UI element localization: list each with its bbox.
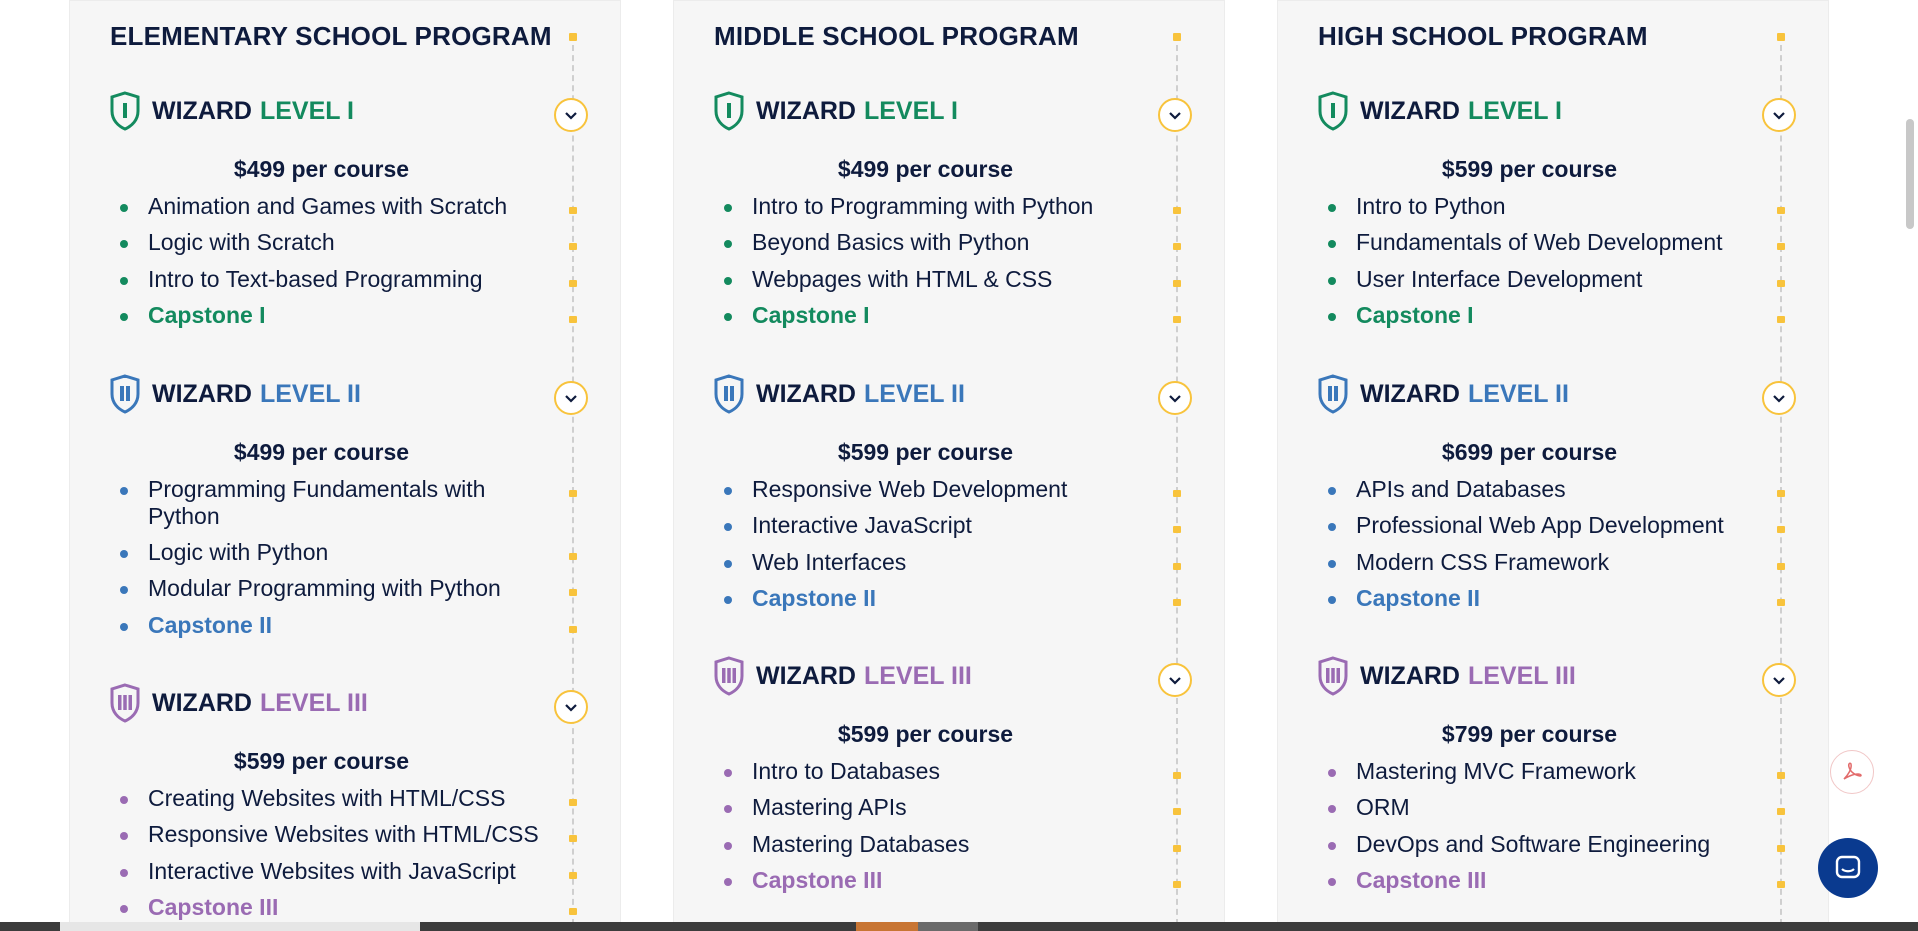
shield-level-2-icon — [1318, 374, 1348, 414]
level-header — [1318, 656, 1576, 696]
bullet — [120, 240, 128, 248]
taskbar-segment — [60, 922, 420, 931]
price-label: $699 per course — [1441, 439, 1618, 465]
expand-toggle-button[interactable] — [1158, 98, 1192, 132]
pdf-icon — [1840, 760, 1864, 784]
taskbar-segment — [918, 922, 978, 931]
scrollbar-thumb[interactable] — [1906, 119, 1914, 229]
price-label: $599 per course — [1441, 156, 1618, 182]
level-tier: LEVEL II — [863, 379, 965, 408]
price-label: $499 per course — [233, 439, 410, 465]
shield-level-3-icon — [1318, 656, 1348, 696]
timeline-tick — [569, 553, 577, 560]
timeline-tick — [1173, 808, 1181, 815]
bullet — [1328, 204, 1336, 212]
bullet — [120, 550, 128, 558]
bullet — [1328, 842, 1336, 850]
bullet — [1328, 878, 1336, 886]
level-word: WIZARD — [756, 661, 856, 690]
pdf-download-button[interactable] — [1830, 750, 1874, 794]
timeline-tick — [569, 280, 577, 287]
bullet — [120, 586, 128, 594]
level-header — [714, 656, 972, 696]
price-label: $599 per course — [837, 721, 1014, 747]
bullet — [120, 796, 128, 804]
bullet — [1328, 560, 1336, 568]
timeline-tick — [569, 799, 577, 806]
expand-toggle-button[interactable] — [1158, 381, 1192, 415]
timeline-tick — [1173, 207, 1181, 214]
timeline-tick — [1777, 772, 1785, 779]
timeline-tick — [569, 626, 577, 633]
expand-toggle-button[interactable] — [1158, 663, 1192, 697]
bullet — [120, 204, 128, 212]
price-label: $599 per course — [233, 748, 410, 774]
shield-level-3-icon — [110, 683, 140, 723]
bullet — [1328, 523, 1336, 531]
shield-level-1-icon — [714, 91, 744, 131]
chat-button[interactable] — [1818, 838, 1878, 898]
level-tier: LEVEL I — [863, 96, 958, 125]
timeline-tick — [1777, 207, 1785, 214]
bullet — [1328, 240, 1336, 248]
level-header — [714, 91, 958, 131]
timeline-dot — [1173, 33, 1181, 41]
bullet — [120, 277, 128, 285]
bullet — [120, 313, 128, 321]
timeline-tick — [1777, 808, 1785, 815]
price-label: $499 per course — [233, 156, 410, 182]
timeline-dot — [1777, 33, 1785, 41]
chevron-down-icon — [1772, 394, 1786, 403]
level-tier: LEVEL I — [1467, 96, 1562, 125]
timeline-tick — [569, 243, 577, 250]
level-tier: LEVEL I — [259, 96, 354, 125]
program-card-elementary: ELEMENTARY SCHOOL PROGRAM WIZARD LEVEL I $499 per course Animation and Games with Scratch Logic with Scratch Intro to Text-based Programming Capstone I WIZARD LEVEL II $499 per course Programming Fundamentals with Python Logic with Python Modular Programming with Python Capstone II WIZARD LEVEL III $599 per course Creating Websites with HTML/CSS Responsive Websites with HTML/CSS Interactive Websites with JavaScript Capstone III — [69, 0, 621, 925]
timeline-tick — [1777, 881, 1785, 888]
bullet — [724, 805, 732, 813]
expand-toggle-button[interactable] — [554, 98, 588, 132]
shield-level-2-icon — [110, 374, 140, 414]
timeline-tick — [1173, 845, 1181, 852]
chevron-down-icon — [564, 394, 578, 403]
shield-level-2-icon — [714, 374, 744, 414]
bullet — [1328, 277, 1336, 285]
level-word: WIZARD — [152, 379, 252, 408]
program-title: MIDDLE SCHOOL PROGRAM — [714, 21, 1079, 51]
chevron-down-icon — [564, 703, 578, 712]
chevron-down-icon — [1772, 676, 1786, 685]
bullet — [724, 204, 732, 212]
shield-level-1-icon — [1318, 91, 1348, 131]
timeline-tick — [1173, 599, 1181, 606]
timeline-tick — [1173, 526, 1181, 533]
shield-level-3-icon — [714, 656, 744, 696]
level-header — [110, 374, 361, 414]
timeline-tick — [1173, 772, 1181, 779]
bullet — [1328, 805, 1336, 813]
level-header — [1318, 91, 1562, 131]
level-header — [110, 91, 354, 131]
timeline-tick — [1777, 316, 1785, 323]
bullet — [724, 240, 732, 248]
timeline-dot — [569, 33, 577, 41]
level-word: WIZARD — [152, 96, 252, 125]
bullet — [1328, 769, 1336, 777]
timeline-tick — [1777, 526, 1785, 533]
taskbar-segment — [856, 922, 918, 931]
level-tier: LEVEL II — [1467, 379, 1569, 408]
level-word: WIZARD — [1360, 661, 1460, 690]
timeline-tick — [1777, 490, 1785, 497]
timeline-tick — [1777, 599, 1785, 606]
bullet — [120, 623, 128, 631]
bullet — [724, 487, 732, 495]
bullet — [120, 487, 128, 495]
level-header — [714, 374, 965, 414]
bullet — [120, 869, 128, 877]
timeline-tick — [1173, 490, 1181, 497]
bullet — [724, 523, 732, 531]
price-label: $599 per course — [837, 439, 1014, 465]
timeline-tick — [569, 490, 577, 497]
timeline-tick — [569, 872, 577, 879]
bullet — [1328, 313, 1336, 321]
level-tier: LEVEL III — [1467, 661, 1576, 690]
bullet — [724, 277, 732, 285]
timeline-tick — [569, 589, 577, 596]
expand-toggle-button[interactable] — [1762, 381, 1796, 415]
timeline-tick — [569, 207, 577, 214]
level-tier: LEVEL III — [863, 661, 972, 690]
timeline-tick — [1777, 563, 1785, 570]
level-tier: LEVEL II — [259, 379, 361, 408]
timeline-tick — [1173, 881, 1181, 888]
price-label: $499 per course — [837, 156, 1014, 182]
timeline-tick — [569, 316, 577, 323]
level-word: WIZARD — [1360, 96, 1460, 125]
chevron-down-icon — [1772, 111, 1786, 120]
expand-toggle-button[interactable] — [1762, 98, 1796, 132]
expand-toggle-button[interactable] — [1762, 663, 1796, 697]
bullet — [120, 905, 128, 913]
timeline-tick — [569, 835, 577, 842]
timeline-tick — [569, 908, 577, 915]
timeline-tick — [1777, 845, 1785, 852]
chat-icon — [1834, 854, 1862, 882]
bullet — [724, 313, 732, 321]
bullet — [120, 832, 128, 840]
bullet — [1328, 596, 1336, 604]
timeline-tick — [1173, 243, 1181, 250]
chevron-down-icon — [564, 111, 578, 120]
bullet — [1328, 487, 1336, 495]
timeline-tick — [1173, 563, 1181, 570]
expand-toggle-button[interactable] — [554, 690, 588, 724]
program-title: ELEMENTARY SCHOOL PROGRAM — [110, 21, 552, 51]
level-word: WIZARD — [756, 379, 856, 408]
level-word: WIZARD — [1360, 379, 1460, 408]
timeline-tick — [1777, 280, 1785, 287]
taskbar-strip — [0, 922, 1918, 931]
shield-level-1-icon — [110, 91, 140, 131]
chevron-down-icon — [1168, 394, 1182, 403]
bullet — [724, 769, 732, 777]
chevron-down-icon — [1168, 111, 1182, 120]
program-title: HIGH SCHOOL PROGRAM — [1318, 21, 1648, 51]
timeline-tick — [1173, 316, 1181, 323]
price-label: $799 per course — [1441, 721, 1618, 747]
level-header — [110, 683, 368, 723]
bullet — [724, 842, 732, 850]
bullet — [724, 878, 732, 886]
program-card-high: HIGH SCHOOL PROGRAM WIZARD LEVEL I $599 per course Intro to Python Fundamentals of Web Development User Interface Development Capstone I WIZARD LEVEL II $699 per course APIs and Databases Professional Web App Development Modern CSS Framework Capstone II WIZARD LEVEL III $799 per course Mastering MVC Framework ORM DevOps and Software Engineering Capstone III — [1277, 0, 1829, 925]
expand-toggle-button[interactable] — [554, 381, 588, 415]
level-word: WIZARD — [756, 96, 856, 125]
level-word: WIZARD — [152, 688, 252, 717]
level-tier: LEVEL III — [259, 688, 368, 717]
bullet — [724, 596, 732, 604]
bullet — [724, 560, 732, 568]
level-header — [1318, 374, 1569, 414]
program-card-middle: MIDDLE SCHOOL PROGRAM WIZARD LEVEL I $499 per course Intro to Programming with Python Beyond Basics with Python Webpages with HTML & CSS Capstone I WIZARD LEVEL II $599 per course Responsive Web Development Interactive JavaScript Web Interfaces Capstone II WIZARD LEVEL III $599 per course Intro to Databases Mastering APIs Mastering Databases Capstone III — [673, 0, 1225, 925]
timeline-tick — [1173, 280, 1181, 287]
timeline-tick — [1777, 243, 1785, 250]
chevron-down-icon — [1168, 676, 1182, 685]
